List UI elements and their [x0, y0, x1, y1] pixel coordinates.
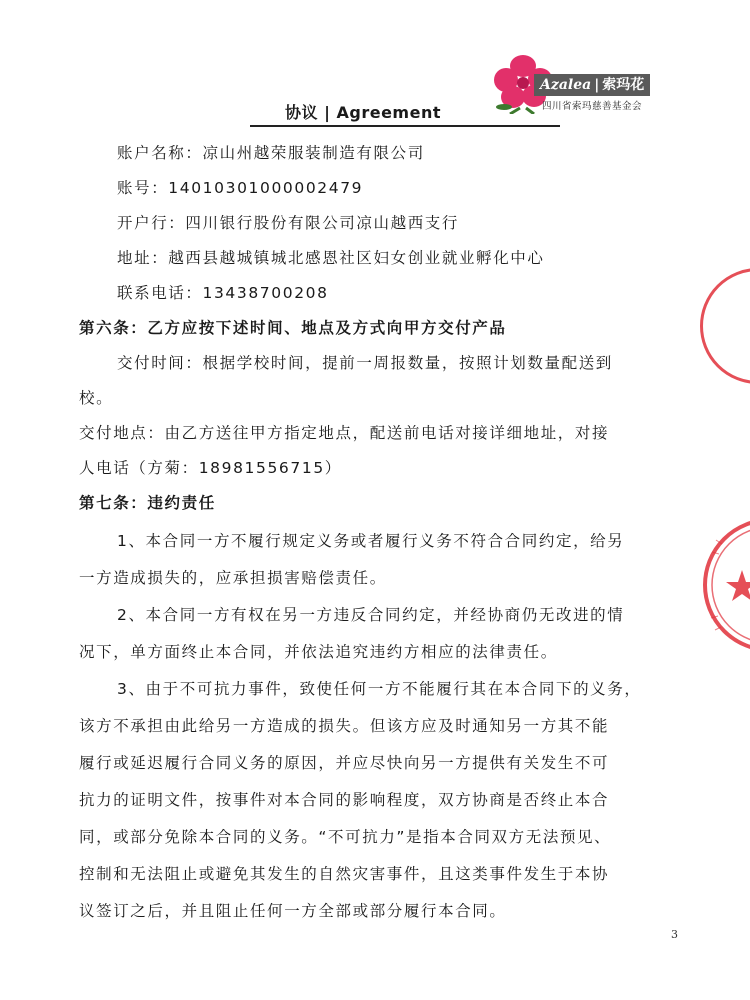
clause-3-line: 3、由于不可抗力事件，致使任何一方不能履行其在本合同下的义务，: [117, 680, 642, 698]
delivery-place-line-cont: 人电话（方菊：18981556715）: [79, 459, 342, 477]
account-name-line: 账户名称：凉山州越荣服装制造有限公司: [117, 144, 425, 162]
clause-2-line-cont: 况下，单方面终止本合同，并依法追究违约方相应的法律责任。: [79, 643, 558, 661]
foundation-logo: [490, 52, 670, 117]
clause-3-line-2: 该方不承担由此给另一方造成的损失。但该方应及时通知另一方其不能: [79, 717, 610, 735]
header-rule: [250, 125, 560, 127]
article-six-heading: 第六条：乙方应按下述时间、地点及方式向甲方交付产品: [79, 319, 507, 337]
clause-3-line-6: 控制和无法阻止或避免其发生的自然灾害事件，且这类事件发生于本协: [79, 865, 610, 883]
clause-1-line: 1、本合同一方不履行规定义务或者履行义务不符合合同约定，给另: [117, 532, 625, 550]
clause-3-line-3: 履行或延迟履行合同义务的原因，并应尽快向另一方提供有关发生不可: [79, 754, 610, 772]
clause-2-line: 2、本合同一方有权在另一方违反合同约定，并经协商仍无改进的情: [117, 606, 625, 624]
clause-3-line-7: 议签订之后，并且阻止任何一方全部或部分履行本合同。: [79, 902, 507, 920]
clause-3-line-5: 同，或部分免除本合同的义务。“不可抗力”是指本合同双方无法预见、: [79, 828, 612, 846]
article-seven-heading: 第七条：违约责任: [79, 494, 216, 512]
logo-subtitle: 四川省索玛慈善基金会: [542, 101, 643, 112]
account-number-line: 账号：14010301000002479: [117, 179, 364, 197]
clause-1-line-cont: 一方造成损失的，应承担损害赔偿责任。: [79, 569, 387, 587]
delivery-time-line: 交付时间：根据学校时间，提前一周报数量，按照计划数量配送到: [117, 354, 613, 372]
phone-line: 联系电话：13438700208: [117, 284, 329, 302]
clause-3-line-4: 抗力的证明文件，按事件对本合同的影响程度，双方协商是否终止本合: [79, 791, 610, 809]
logo-english: Azalea: [540, 77, 592, 93]
delivery-time-line-cont: 校。: [79, 389, 114, 407]
logo-chinese: 索玛花: [602, 77, 645, 93]
page-number: 3: [671, 928, 678, 941]
seal-stamp-lower: [700, 500, 750, 670]
delivery-place-line: 交付地点：由乙方送往甲方指定地点，配送前电话对接详细地址，对接: [79, 424, 610, 442]
bank-line: 开户行：四川银行股份有限公司凉山越西支行: [117, 214, 460, 232]
seal-stamp-upper: [700, 268, 750, 384]
address-line: 地址：越西县越城镇城北感恩社区妇女创业就业孵化中心: [117, 249, 545, 267]
logo-badge: Azalea | 索玛花: [534, 74, 650, 96]
page-header-title: 协议 | Agreement: [285, 103, 441, 122]
